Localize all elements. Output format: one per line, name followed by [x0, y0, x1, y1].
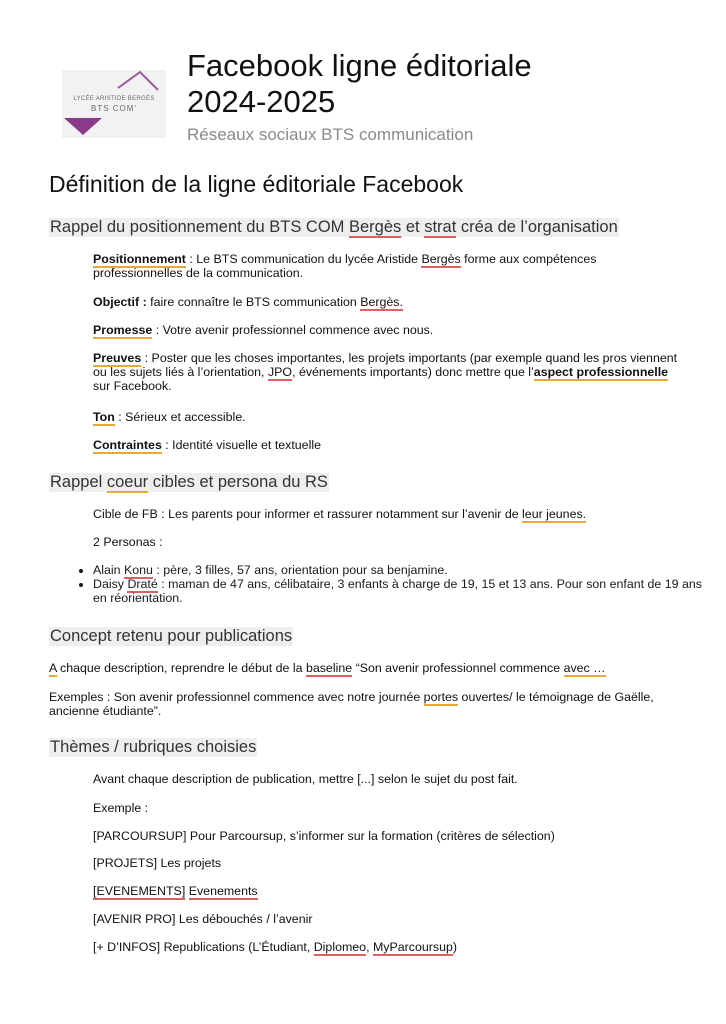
title-line-1: Facebook ligne éditoriale — [187, 48, 532, 83]
personas-title: 2 Personas : — [93, 535, 163, 549]
concept-line: A chaque description, reprendre le début de la baseline “Son avenir professionnel commence avec … — [49, 661, 606, 675]
title-line-2: 2024-2025 — [187, 84, 336, 119]
themes-exemple: Exemple : — [93, 801, 149, 815]
preuves-paragraph: Preuves : Poster que les choses importantes, les projets importants (par exemple quand les pros viennent ou les sujets liés à l’orientation, JPO, événements importants) donc mettre que l’aspect professionnelle sur Facebook. — [93, 351, 678, 393]
section-title-definition: Définition de la ligne éditoriale Facebook — [49, 171, 464, 197]
theme-parcoursup: [PARCOURSUP] Pour Parcoursup, s’informer sur la formation (critères de sélection) — [93, 829, 555, 843]
ton-label: Ton — [93, 410, 115, 424]
cible-paragraph: Cible de FB : Les parents pour informer et rassurer notamment sur l’avenir de leur jeunes. — [93, 507, 587, 521]
objectif-label: Objectif : — [93, 295, 147, 309]
objectif-paragraph: Objectif : faire connaître le BTS communication Bergès. — [93, 295, 403, 309]
bts-com-logo — [62, 70, 166, 138]
heading-themes: Thèmes / rubriques choisies — [50, 738, 257, 756]
heading-concept: Concept retenu pour publications — [50, 627, 293, 645]
personas-list — [70, 563, 703, 605]
themes-intro: Avant chaque description de publication, mettre [...] selon le sujet du post fait. — [93, 772, 518, 786]
promesse-label: Promesse — [93, 323, 153, 337]
promesse-paragraph: Promesse : Votre avenir professionnel commence avec nous. — [93, 323, 434, 337]
document-title — [187, 48, 532, 120]
document-subtitle: Réseaux sociaux BTS communication — [187, 125, 474, 144]
theme-avenir-pro: [AVENIR PRO] Les débouchés / l’avenir — [93, 912, 313, 926]
logo-school-text: LYCÉE ARISTIDE BERGÈS — [73, 96, 155, 102]
positionnement-label: Positionnement — [93, 252, 186, 266]
contraintes-label: Contraintes — [93, 438, 162, 452]
heading-positioning: Rappel du positionnement du BTS COM Bergès et strat créa de l’organisation — [50, 218, 618, 236]
heading-targets: Rappel coeur cibles et persona du RS — [50, 473, 328, 491]
theme-projets: [PROJETS] Les projets — [93, 856, 222, 870]
concept-examples: Exemples : Son avenir professionnel commence avec notre journée portes ouvertes/ le témoignage de Gaëlle, ancienne étudiante”. — [49, 690, 654, 718]
logo-triangle — [64, 118, 102, 135]
preuves-label: Preuves — [93, 351, 142, 365]
ton-paragraph: Ton : Sérieux et accessible. — [93, 410, 246, 424]
logo-bts-text: BTS COM' — [91, 104, 137, 113]
theme-evenements: [EVENEMENTS] Evenements — [93, 884, 258, 898]
theme-infos: [+ D’INFOS] Republications (L’Étudiant, Diplomeo, MyParcoursup) — [93, 940, 457, 954]
list-item: • Daisy Draté : maman de 47 ans, célibataire, 3 enfants à charge de 19, 15 et 13 ans. Pour son enfant de 19 ans en réorientation. — [93, 577, 703, 605]
list-item: • Alain Konu : père, 3 filles, 57 ans, orientation pour sa benjamine. — [93, 563, 703, 577]
positionnement-paragraph: Positionnement : Le BTS communication du lycée Aristide Bergès forme aux compétences professionnelles de la communication. — [93, 252, 597, 280]
logo-graphic — [62, 70, 166, 138]
contraintes-paragraph: Contraintes : Identité visuelle et textuelle — [93, 438, 321, 452]
